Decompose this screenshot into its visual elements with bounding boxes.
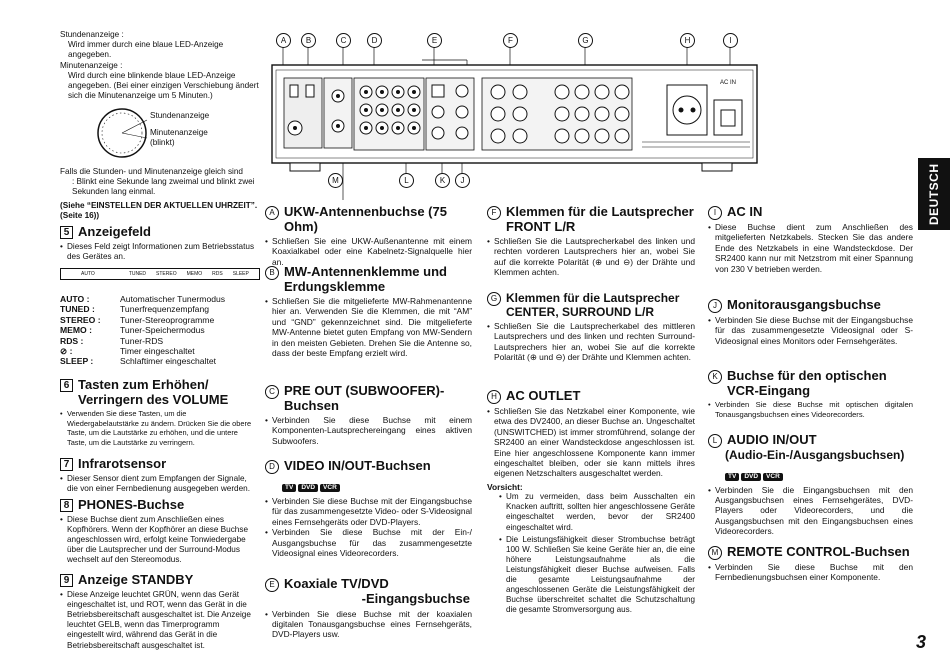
same-position-detail: : Blinkt eine Sekunde lang zweimal und blinkt zwei Sekunden lang einmal. [72,177,255,197]
dial-label-minute: Minutenanzeige (blinkt) [150,128,208,148]
item-a [265,205,472,267]
display-item: AUTO [81,270,95,277]
item-m [708,545,913,583]
item-letter: I [708,206,722,220]
item-bullet: • Schließen Sie das Netzkabel einer Komponente, wie etwa des DV2400, an dieser Buchse an. Ungeschaltet (UNSWITCHED) ist immer stromführend, solange der SR2400 an einer Wandsteckdose angeschlossen ist. Eine hier angeschlossene Komponente kann immer eingeschaltet bleiben, oder sie kann mittels ihres eigenen Netzschalters ausgeschaltet werden. [487,406,695,479]
mode-table [60,294,225,367]
item-letter: J [708,299,722,313]
table-row [60,294,225,304]
section-bullet: • Verwenden Sie diese Tasten, um die Wiedergabelautstärke zu ändern. Drücken Sie die obere Taste, um die Lautstärke zu erhöhen, und die untere Taste, um die Lautstärke zu verringern. [60,409,256,447]
mode-key: RDS : [60,335,84,346]
mode-key: AUTO : [60,293,90,304]
callout-c: C [336,33,351,48]
section-number: 6 [60,379,73,392]
item-bullet: • Verbinden Sie diese Buchse mit optischen digitalen Tonausgangsbuchsen eines Videorecorders. [708,400,913,421]
item-bullet: • Schließen Sie eine UKW-Außenantenne mit einem Koaxialkabel oder eine Kabelnetz-Signalquelle hier an. [265,236,472,267]
item-j [708,298,913,346]
item-i [708,205,913,274]
language-tab-label: DEUTSCH [927,163,941,225]
tv-badge: TV [725,473,739,481]
section-7 [60,457,256,494]
item-letter: G [487,292,501,306]
language-tab [918,158,950,230]
item-letter: E [265,578,279,592]
item-letter: B [265,266,279,280]
mode-key: ⊘ : [60,345,73,356]
item-bullet: • Schließen Sie die Lautsprecherkabel des mittleren Lautsprechers und des linken und rechten Surround-Lautsprechers hier an, wobei Sie auf die korrekte Polarität (⊕ und ⊖) der Drähte und Klemmen achten. [487,321,695,363]
section-number: 5 [60,226,73,239]
item-h [487,389,695,615]
item-b [265,265,472,358]
item-g [487,291,695,363]
section-bullet: • Dieses Feld zeigt Informationen zum Betriebsstatus des Gerätes an. [60,242,260,262]
item-title: AC IN [727,204,763,219]
item-bullet: • Verbinden Sie diese Buchse mit der koaxialen digitalen Tonausgangsbuchse eines Fernsehgeräts, DVD-Players usw. [265,609,472,640]
item-k [708,369,913,421]
section-number: 8 [60,499,73,512]
mode-value: Schlaftimer eingeschaltet [120,356,217,367]
source-badges [282,476,472,494]
mode-key: TUNED : [60,304,95,315]
item-c [265,384,472,446]
display-item: MEMO [186,270,203,277]
item-d [265,459,472,558]
item-title: MW-Antennenklemme und Erdungsklemme [284,264,447,294]
reference-note: (Siehe “EINSTELLEN DER AKTUELLEN UHRZEIT”. (Seite 16)) [60,200,258,220]
item-title-continued: -Eingangsbuchse [361,591,470,606]
section-5 [60,225,260,367]
item-title: Klemmen für die Lautsprecher CENTER, SURROUND L/R [506,291,680,319]
item-letter: M [708,546,722,560]
section-number: 9 [60,574,73,587]
item-bullet: • Verbinden Sie die Eingangsbuchsen mit den Ausgangsbuchsen eines Fernsehgerätes, DVD-Players oder Videorecorders, und die Ausgangsbuchsen mit den Eingangsbuchsen eines Videorecorders. [708,485,913,537]
callout-j: J [455,173,470,188]
item-bullet: • Schließen Sie die mitgelieferte MW-Rahmenantenne hier an. Verwenden Sie die Klemmen, die mit “AM” und “GND” gekennzeichnet sind. Die mitgelieferte MW-Antenne bietet guten Empfang von MW-Sendern in den meisten Gebieten. Drehen Sie die Antenne so, dass der beste Empfang erzielt wird. [265,296,472,358]
mode-key: SLEEP : [60,356,94,367]
clock-dial-figure [92,108,262,158]
section-bullet: • Dieser Sensor dient zum Empfangen der Signale, die von einer Fernbedienung ausgegeben werden. [60,474,256,494]
rear-panel-diagram [262,30,762,200]
item-title: Buchse für den optischen VCR-Eingang [727,368,887,398]
item-title: REMOTE CONTROL-Buchsen [727,544,910,559]
mode-value: Tunerfrequenzempfang [120,304,210,315]
item-letter: F [487,206,501,220]
section-title: Infrarotsensor [78,456,167,471]
caution-bullet: • Um zu vermeiden, dass beim Ausschalten ein Knacken auftritt, sollten hier angeschlossene Geräte eingeschaltet werden, bevor der SR2400 eingeschaltet wird. [499,492,695,532]
section-9 [60,573,256,651]
hour-text: Wird immer durch eine blaue LED-Anzeige angegeben. [68,40,224,60]
mode-key: MEMO : [60,325,92,336]
tv-badge: TV [282,484,296,492]
section-number: 7 [60,458,73,471]
item-title: PRE OUT (SUBWOOFER)-Buchsen [284,383,445,413]
same-position-note [60,167,260,221]
section-bullet: • Diese Anzeige leuchtet GRÜN, wenn das Gerät eingeschaltet ist, und ROT, wenn das Gerät in die Betriebsbereitschaft ausgeschaltet ist. Die Anzeige leuchtet GELB, wenn das Timerprogramm eingestellt wird, während das Gerät in die Betriebsbereitschaft ausgeschaltet ist. [60,590,256,651]
item-letter: A [265,206,279,220]
callout-i: I [723,33,738,48]
callout-f: F [503,33,518,48]
item-letter: D [265,460,279,474]
dvd-badge: DVD [298,484,318,492]
page-number: 3 [916,632,927,652]
table-row [60,346,225,356]
item-bullet: • Verbinden Sie diese Buchse mit der Eingangsbuchse für das zusammengesetzte Video- oder S-Videosignal eines Fernsehgeräts oder DVD-Players. [265,496,472,527]
callout-h: H [680,33,695,48]
table-row [60,315,225,325]
section-8 [60,498,256,566]
mode-value: Timer eingeschaltet [120,345,195,356]
item-subtitle: (Audio-Ein-/Ausgangsbuchsen) [725,448,905,462]
section-title: Anzeigefeld [78,224,151,239]
item-title: Monitorausgangsbuchse [727,297,881,312]
item-bullet: • Verbinden Sie diese Buchse mit den Fernbedienungsbuchsen einer Komponente. [708,562,913,583]
mode-value: Automatischer Tunermodus [120,293,226,304]
callout-m: M [328,173,343,188]
callout-l: L [399,173,414,188]
item-bullet: • Verbinden Sie diese Buchse mit der Eingangsbuchse für das zusammengesetzte Videosignal oder S-Videosignal eines Monitors oder Fernsehgerätes. [708,315,913,346]
item-bullet: • Diese Buchse dient zum Anschließen des mitgelieferten Netzkabels. Stecken Sie das andere Ende des Netzkabels in eine Wandsteckdose. Der SR2400 kann nur mit Netzstrom mit einer Spannung von 230 V betrieben werden. [708,222,913,274]
item-title: Koaxiale TV/DVD [284,576,389,591]
vcr-badge: VCR [763,473,783,481]
dvd-badge: DVD [741,473,761,481]
vcr-badge: VCR [320,484,340,492]
ac-in-label: AC IN [720,80,737,86]
callout-k: K [435,173,450,188]
dial-label-hour: Stundenanzeige [150,111,210,120]
callout-d: D [367,33,382,48]
section-bullet: • Diese Buchse dient zum Anschließen eines Kopfhörers. Wenn der Kopfhörer an diese Buchse angeschlossen wird, erfolgt keine Tonwiedergabe über die Lautsprecher und der Surround-Modus wechselt auf den Stereomodus. [60,515,256,566]
section-title: PHONES-Buchse [78,497,185,512]
display-panel [60,268,260,280]
minute-heading: Minutenanzeige : [60,60,123,70]
minute-text: Wird durch eine blinkende blaue LED-Anzeige angegeben. (Bei einer einzigen Verschiebung ändert sich die Minutenanzeige um 5 Minuten.) [68,70,259,101]
table-row [60,304,225,314]
item-bullet: • Schließen Sie die Lautsprecherkabel des linken und rechten vorderen Lautsprechers hier an, wobei Sie auf die korrekte Polarität (⊕ und ⊖) der Drähte und Klemmen achten. [487,236,695,278]
caution-label: Vorsicht: [487,481,523,492]
source-badges [725,465,913,483]
item-title: AC OUTLET [506,388,581,403]
hour-indicator-note [60,30,260,101]
table-row [60,356,225,366]
item-letter: L [708,434,722,448]
display-item: SLEEP [232,270,249,277]
display-item: STEREO [156,270,177,277]
item-bullet: • Verbinden Sie diese Buchse mit der Ein-/ Ausgangsbuchse für das zusammengesetzte Videosignal eines Videorecorders. [265,527,472,558]
section-title: Anzeige STANDBY [78,572,194,587]
callout-a: A [276,33,291,48]
item-title: Klemmen für die Lautsprecher FRONT L/R [506,204,694,234]
item-letter: H [487,390,501,404]
section-6 [60,378,256,447]
item-bullet: • Verbinden Sie diese Buchse mit einem Komponenten-Lautsprechereingang eines aktiven Subwoofers. [265,415,472,446]
item-title: VIDEO IN/OUT-Buchsen [284,458,431,473]
caution-bullet: • Die Leistungsfähigkeit dieser Strombuchse beträgt 100 W. Schließen Sie keine Geräte hier an, die eine höhere Leistungsaufnahme als die Leistungsfähigkeit dieser Buchse aufweisen. Falls die gesamte Leistungsaufnahme der angeschlossenen Geräte die Leistungsfähigkeit der Buchse überschreitet schaltet die Schutzschaltung die gesamte Stromversorgung aus. [499,535,695,616]
callout-e: E [427,33,442,48]
table-row [60,325,225,335]
mode-key: STEREO : [60,314,101,325]
mode-value: Tuner-RDS [120,335,164,346]
same-position-text: Falls die Stunden- und Minutenanzeige gleich sind [60,167,243,176]
callout-b: B [301,33,316,48]
item-f [487,205,695,278]
display-item: TUNED [128,270,147,277]
section-title: Tasten zum Erhöhen/ Verringern des VOLUME [78,377,229,407]
table-row [60,336,225,346]
callout-g: G [578,33,593,48]
display-item: RDS [212,270,223,277]
item-letter: C [265,385,279,399]
item-l [708,433,913,537]
mode-value: Tuner-Stereoprogramme [120,314,215,325]
item-title: UKW-Antennenbuchse (75 Ohm) [284,204,447,234]
mode-value: Tuner-Speichermodus [120,325,205,336]
item-letter: K [708,370,722,384]
item-e [265,577,472,640]
hour-heading: Stundenanzeige : [60,30,124,39]
item-title: AUDIO IN/OUT [727,432,817,447]
